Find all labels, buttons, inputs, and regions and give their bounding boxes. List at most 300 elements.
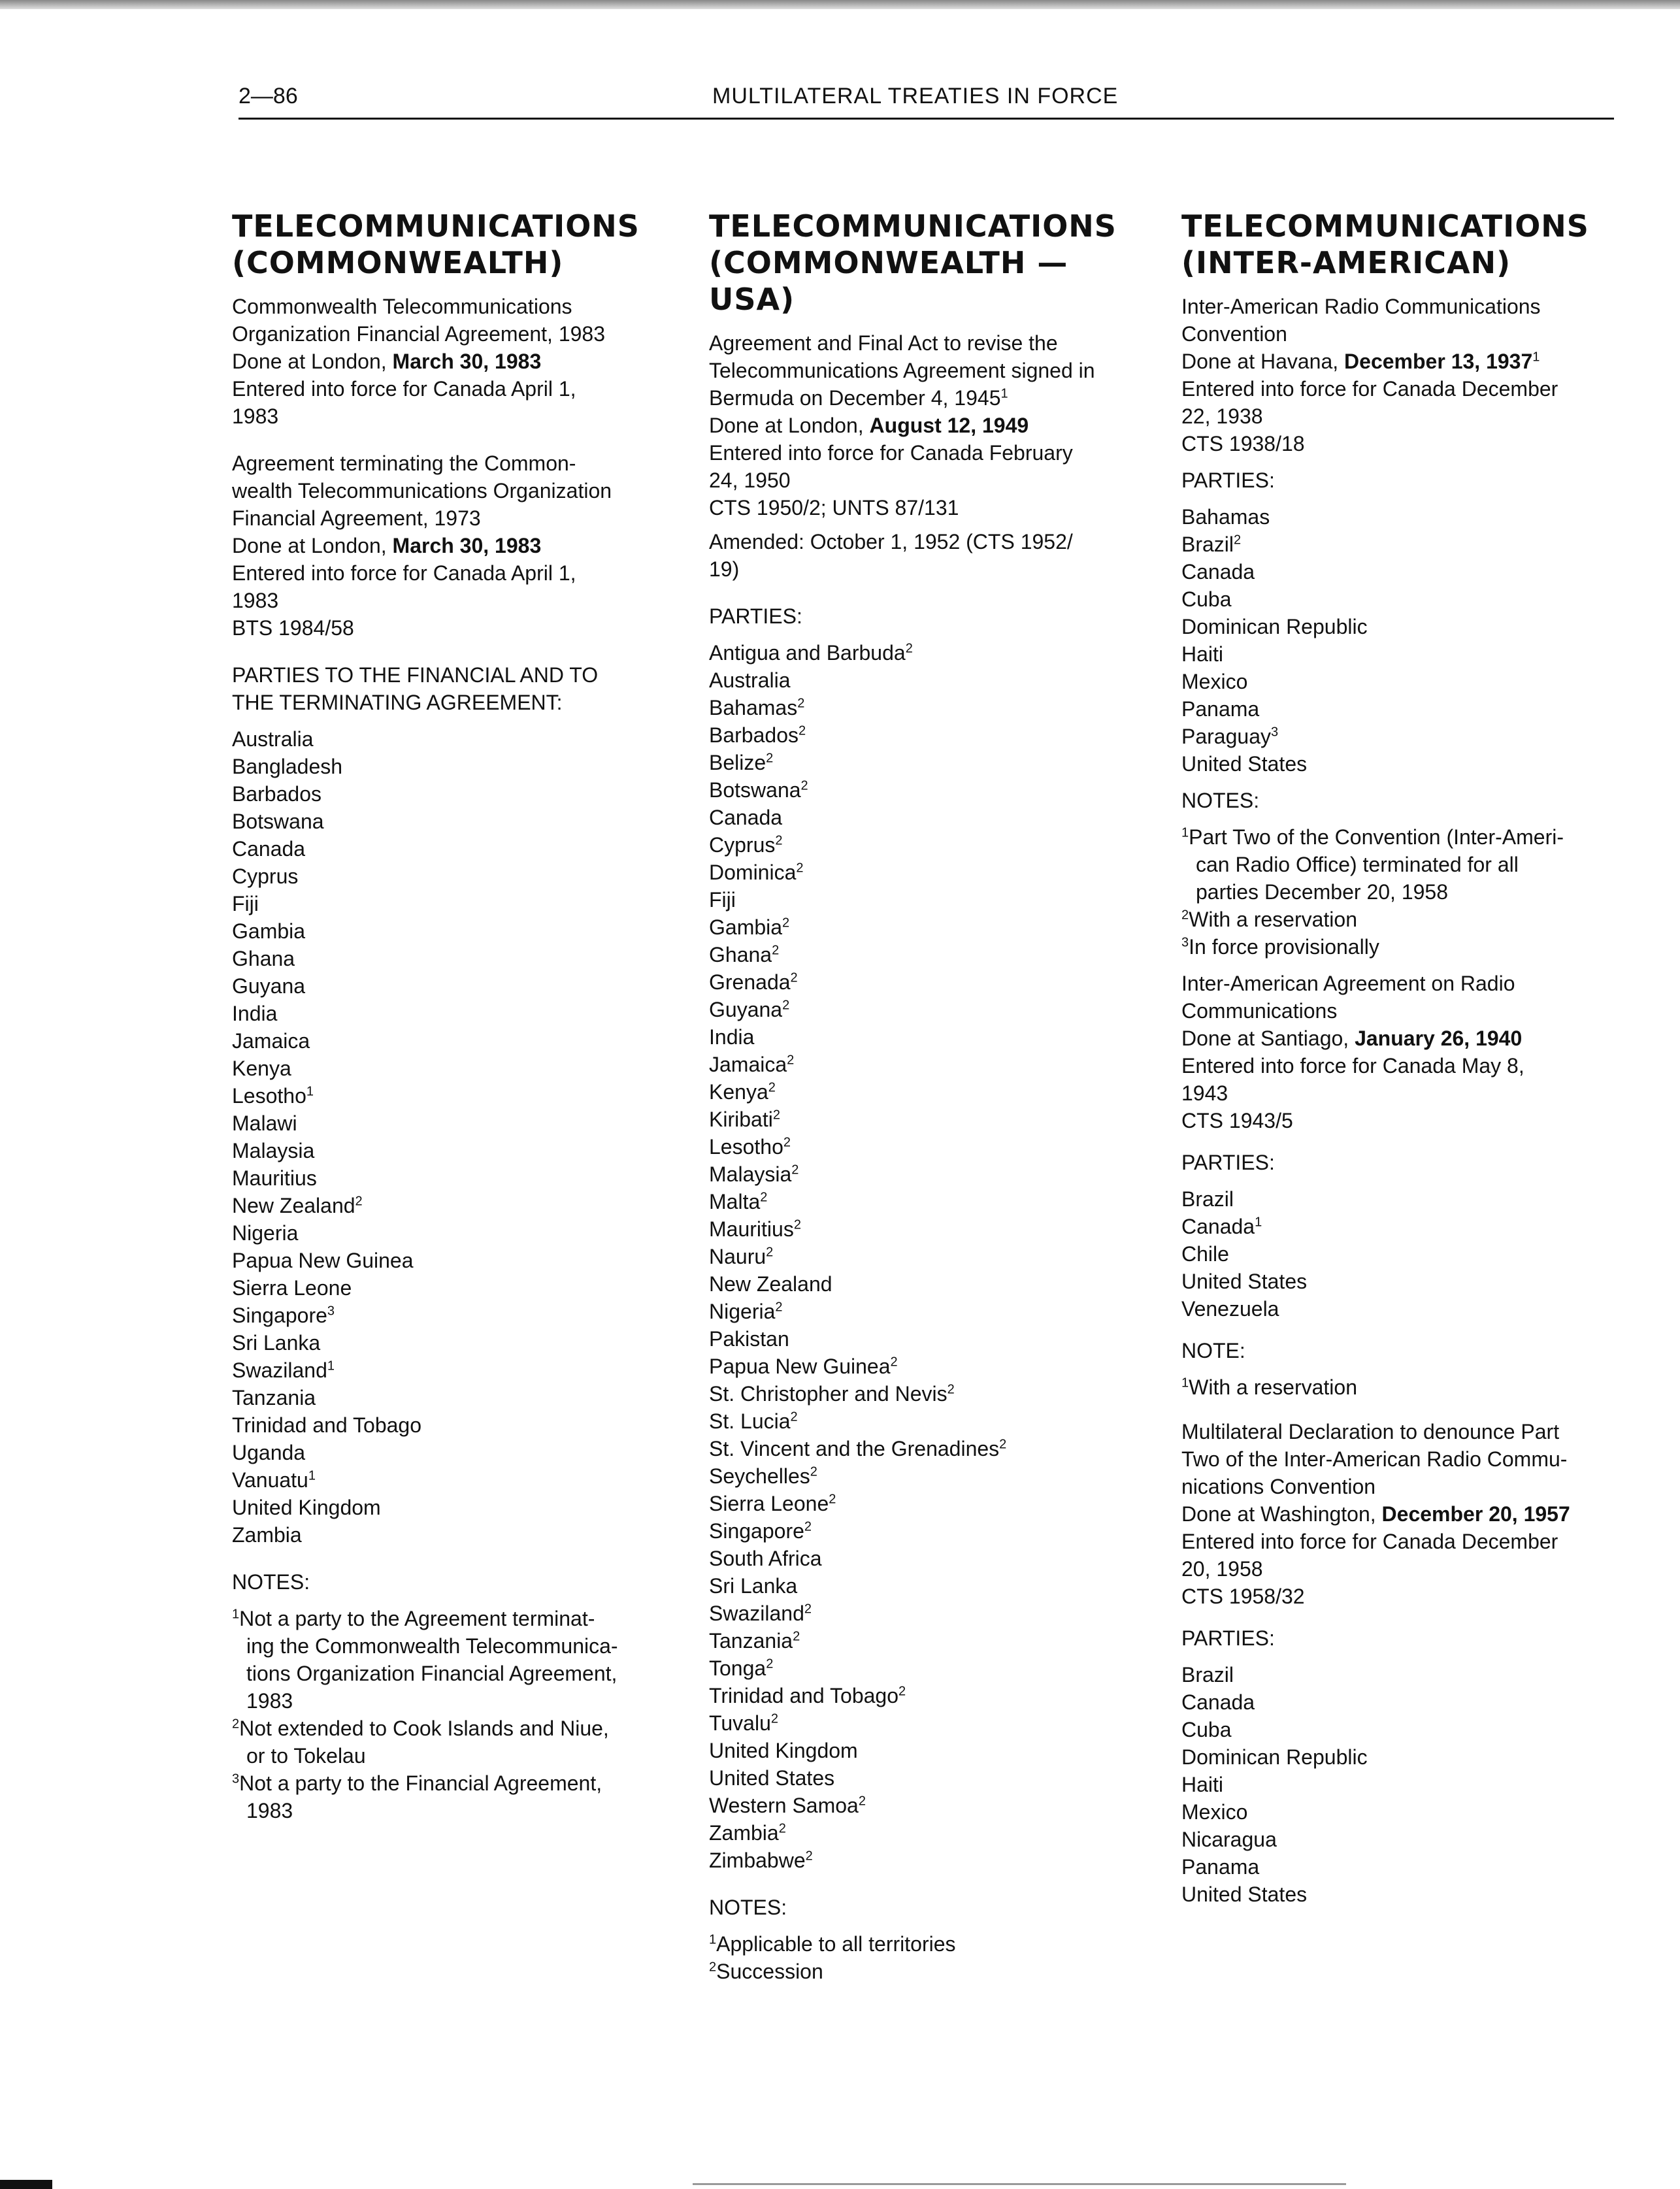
footnote-marker: 3 [1270,725,1279,740]
party-name: St. Lucia [709,1409,791,1433]
footnote-text: Succession [716,1960,823,1983]
footnote [709,1958,1140,1985]
party-name: Malawi [232,1111,297,1135]
party-name: Haiti [1181,642,1224,666]
party-name: Gambia [709,915,783,939]
party-name: Barbados [232,782,321,806]
party-name: New Zealand [709,1272,832,1296]
scan-top-edge [0,0,1680,9]
footnote-marker: 1 [327,1358,335,1374]
party-name: Botswana [709,778,801,802]
party-name: St. Vincent and the Grenadines [709,1437,1000,1460]
parties-list [709,639,1140,1874]
notes-list [232,1605,663,1824]
party-name: Belize [709,751,766,774]
footnote-marker: 1 [1255,1215,1262,1230]
page-header [239,84,1614,120]
party-item [709,1243,1140,1270]
party-name: Bahamas [709,696,798,719]
party-item [709,694,1140,721]
party-item [1181,1295,1626,1323]
party-item [709,1627,1140,1654]
footnote-marker: 2 [800,778,808,793]
party-name: Canada [1181,1690,1255,1714]
column-inter-american [1181,208,1626,1928]
footnote-marker: 2 [766,1656,774,1671]
party-name: Tonga [709,1656,766,1680]
party-item [709,941,1140,968]
party-item [1181,668,1626,695]
party-name: Dominican Republic [1181,1745,1368,1769]
party-item [1181,640,1626,668]
footnote-text: parties December 20, 1958 [1196,880,1448,904]
party-name: Kenya [232,1057,291,1080]
footnote-marker: 2 [766,1245,774,1260]
party-item [1181,585,1626,613]
party-name: Singapore [709,1519,804,1543]
party-item [709,1160,1140,1188]
party-item [709,1023,1140,1051]
party-name: Pakistan [709,1327,789,1351]
footnote-marker: 2 [858,1794,866,1809]
column-commonwealth [232,208,663,1824]
notes-label: NOTES: [232,1570,310,1594]
party-item [709,667,1140,694]
party-item [232,917,663,945]
party-name: Guyana [232,974,306,998]
footnote-marker: 2 [766,751,774,766]
party-item [709,1051,1140,1078]
footnote-marker: 2 [829,1492,836,1507]
party-item [709,776,1140,804]
party-name: Barbados [709,723,799,747]
party-name: Dominican Republic [1181,615,1368,638]
party-item [232,1466,663,1494]
party-item [709,1572,1140,1600]
party-item [709,1106,1140,1133]
party-name: South Africa [709,1547,822,1570]
footnote [1181,906,1626,933]
footnote-marker: 2 [793,1629,800,1644]
party-name: Australia [709,668,791,692]
party-name: Tanzania [232,1386,316,1409]
footnote-marker: 2 [768,1080,776,1095]
footnote-text: In force provisionally [1189,935,1379,959]
party-item [709,721,1140,749]
footnote-marker: 2 [787,1053,795,1068]
party-name: Papua New Guinea [232,1249,414,1272]
party-item [232,1000,663,1027]
party-name: Jamaica [232,1029,310,1053]
footnote-marker: 2 [947,1382,955,1397]
party-item [232,1329,663,1357]
party-item [232,1110,663,1137]
footnote-text: can Radio Office) terminated for all [1196,853,1519,876]
footnote-marker: 3 [1181,935,1189,950]
party-name: Brazil [1181,533,1234,556]
party-item [1181,1881,1626,1908]
party-name: United States [1181,1270,1308,1293]
scan-corner-mark [0,2180,52,2189]
footnote-marker: 2 [790,1409,798,1424]
declaration-washington: Multilateral Declaration to denounce Part Two of the Inter-American Radio Commu- nications Convention Done at Washington, December 20, 1957 Entered into force for Canada December 20, 1958 CTS 1958/32 [1181,1418,1626,1610]
party-name: Cyprus [232,864,299,888]
party-item [232,1411,663,1439]
party-name: Trinidad and Tobago [232,1413,421,1437]
parties-label: PARTIES: [1181,1626,1275,1650]
notes-label: NOTE: [1181,1339,1245,1362]
party-item [709,1435,1140,1462]
footnote-marker: 2 [797,696,805,711]
party-item [709,1133,1140,1160]
party-name: India [232,1002,278,1025]
party-name: Nigeria [709,1300,776,1323]
party-name: Mauritius [232,1166,317,1190]
notes-list [709,1930,1140,1985]
party-item [232,1192,663,1219]
party-item [709,1737,1140,1764]
party-item [1181,1185,1626,1213]
footnote-marker: 2 [782,998,790,1013]
party-item [1181,1688,1626,1716]
party-name: Singapore [232,1304,327,1327]
party-item [232,863,663,890]
scan-bottom-edge [693,2183,1346,2185]
party-item [1181,723,1626,750]
footnote-marker: 2 [772,1108,780,1123]
party-name: Chile [1181,1242,1229,1266]
party-name: Lesotho [709,1135,783,1159]
done-at: Done at London, August 12, 1949 [709,414,1029,437]
party-item [709,996,1140,1023]
party-item [709,804,1140,831]
party-item [1181,531,1626,558]
party-name: Sierra Leone [709,1492,829,1515]
footnote-marker: 2 [770,1711,778,1726]
party-name: Brazil [1181,1187,1234,1211]
footnote-marker: 2 [999,1437,1007,1452]
party-item [1181,695,1626,723]
party-name: Ghana [232,947,295,970]
party-item [232,753,663,780]
footnote-text: ing the Commonwealth Telecommunica- [246,1634,618,1658]
agreement-havana: Inter-American Radio Communications Convention Done at Havana, December 13, 1937$^1$ Entered into force for Canada December 22, 1938 CTS 1938/18 [1181,293,1626,457]
party-item [232,1082,663,1110]
party-item [709,749,1140,776]
party-name: Zimbabwe [709,1849,806,1872]
party-name: Kiribati [709,1108,773,1131]
party-name: Haiti [1181,1773,1224,1796]
party-item [232,945,663,972]
party-name: Antigua and Barbuda [709,641,906,665]
footnote-text: Not a party to the Financial Agreement, [239,1771,602,1795]
column-commonwealth-usa [709,208,1140,1985]
party-item [709,831,1140,859]
party-item [232,1027,663,1055]
party-name: Dominica [709,861,797,884]
footnote-text: Part Two of the Convention (Inter-Ameri- [1189,825,1564,849]
party-name: Uganda [232,1441,306,1464]
party-item [709,1490,1140,1517]
footnote-marker: 2 [890,1355,898,1370]
footnote-text: 1983 [246,1689,293,1713]
party-item [232,890,663,917]
party-item [709,1819,1140,1847]
section-title: TELECOMMUNICATIONS (INTER-AMERICAN) [1181,208,1589,280]
footnote-marker: 1 [709,1932,717,1947]
party-item [709,1407,1140,1435]
footnote [709,1930,1140,1958]
footnote [1181,823,1626,906]
party-name: United States [709,1766,835,1790]
parties-list [232,725,663,1549]
footnote-marker: 3 [232,1771,240,1786]
party-item [1181,1268,1626,1295]
footnote [1181,933,1626,961]
party-item [232,1302,663,1329]
footnote-marker: 2 [772,943,780,958]
party-item [1181,1853,1626,1881]
party-name: St. Christopher and Nevis [709,1382,947,1406]
party-name: United States [1181,1883,1308,1906]
party-item [1181,1743,1626,1771]
footnote-marker: 1 [1181,825,1189,840]
party-name: Bangladesh [232,755,343,778]
party-name: Nicaragua [1181,1828,1277,1851]
party-name: Swaziland [709,1602,804,1625]
party-name: Tuvalu [709,1711,771,1735]
party-item [1181,1661,1626,1688]
party-name: Canada [1181,1215,1255,1238]
party-name: Western Samoa [709,1794,859,1817]
party-name: Mauritius [709,1217,794,1241]
party-name: Venezuela [1181,1297,1279,1321]
party-item [709,1792,1140,1819]
parties-label: PARTIES: [1181,469,1275,492]
party-name: Panama [1181,697,1260,721]
party-name: Guyana [709,998,783,1021]
party-item [709,1188,1140,1215]
party-item [709,639,1140,667]
party-item [709,1325,1140,1353]
party-item [232,835,663,863]
party-item [709,1215,1140,1243]
party-name: Sierra Leone [232,1276,352,1300]
party-name: Papua New Guinea [709,1355,891,1378]
footnote-marker: 2 [905,641,913,656]
party-item [232,780,663,808]
party-item [709,886,1140,913]
party-item [709,1517,1140,1545]
party-name: Malaysia [232,1139,315,1162]
party-item [709,1298,1140,1325]
notes-label: NOTES: [1181,789,1260,812]
party-name: India [709,1025,755,1049]
footnote-marker: 2 [775,833,783,848]
party-name: Cuba [1181,1718,1232,1741]
party-name: Ghana [709,943,772,966]
done-at: Done at Havana, December 13, 1937$^1$ [1181,350,1540,373]
parties-list [1181,1185,1626,1323]
party-item [709,1764,1140,1792]
notes-label: NOTES: [709,1896,787,1919]
party-item [232,972,663,1000]
party-name: Fiji [232,892,259,915]
party-name: Gambia [232,919,306,943]
party-item [232,1384,663,1411]
party-item [1181,558,1626,585]
party-item [232,1439,663,1466]
party-name: Zambia [232,1523,302,1547]
party-item [1181,1771,1626,1798]
footnote-marker: 2 [804,1519,812,1534]
party-name: Paraguay [1181,725,1271,748]
footnote-marker: 2 [796,861,804,876]
party-item [1181,503,1626,531]
party-name: United States [1181,752,1308,776]
footnote-marker: 2 [1181,908,1189,923]
party-item [232,1055,663,1082]
party-item [232,725,663,753]
footnote-text: or to Tokelau [246,1744,366,1768]
footnote-text: Not extended to Cook Islands and Niue, [239,1717,609,1740]
footnote-marker: 2 [810,1464,817,1479]
footnote-marker: 2 [793,1217,801,1232]
party-name: Lesotho [232,1084,306,1108]
party-item [232,1357,663,1384]
footnote-marker: 2 [1234,533,1242,548]
footnote-text: tions Organization Financial Agreement, [246,1662,618,1685]
section-title: TELECOMMUNICATIONS (COMMONWEALTH — USA) [709,208,1117,317]
party-item [232,1521,663,1549]
footnote-marker: 2 [232,1717,240,1732]
footnote-marker: 2 [778,1821,786,1836]
party-item [709,1270,1140,1298]
party-name: Mexico [1181,670,1248,693]
party-name: United Kingdom [709,1739,858,1762]
footnote-marker: 3 [327,1304,335,1319]
party-name: Tanzania [709,1629,793,1653]
footnote [232,1605,663,1715]
footnote-text: Not a party to the Agreement terminat- [239,1607,595,1630]
footnote-text: Applicable to all territories [716,1932,956,1956]
party-item [1181,1798,1626,1826]
footnote-text: With a reservation [1189,1375,1357,1399]
party-name: Nauru [709,1245,766,1268]
footnote [232,1769,663,1824]
party-item [709,1380,1140,1407]
party-item [709,968,1140,996]
agreement-revise: Agreement and Final Act to revise the Telecommunications Agreement signed in Bermuda on December 4, 1945$^1$ Done at London, August 12, 1949 Entered into force for Canada February 24, 1950 CTS 1950/2; UNTS 87/131 Amended: October 1, 1952 (CTS 1952/ 19) [709,329,1140,583]
done-at: Done at London, March 30, 1983 [232,350,542,373]
footnote-text: With a reservation [1189,908,1357,931]
party-item [232,1494,663,1521]
footnote-marker: 2 [805,1849,813,1864]
party-name: Trinidad and Tobago [709,1684,898,1707]
party-name: Cuba [1181,587,1232,611]
party-item [709,1654,1140,1682]
party-name: Sri Lanka [709,1574,798,1598]
party-item [709,913,1140,941]
party-name: Zambia [709,1821,779,1845]
party-name: Canada [232,837,306,861]
footnote-marker: 2 [775,1300,783,1315]
party-name: Vanuatu [232,1468,308,1492]
party-item [1181,613,1626,640]
footnote-marker: 2 [760,1190,768,1205]
party-name: Malta [709,1190,761,1213]
footnote-marker: 2 [791,1162,799,1177]
party-item [709,1682,1140,1709]
party-name: Swaziland [232,1358,327,1382]
section-title: TELECOMMUNICATIONS (COMMONWEALTH) [232,208,640,280]
party-name: Canada [1181,560,1255,584]
parties-label: PARTIES TO THE FINANCIAL AND TO THE TERMINATING AGREEMENT: [232,663,599,714]
party-name: Sri Lanka [232,1331,321,1355]
party-name: Grenada [709,970,791,994]
footnote-marker: 1 [1181,1375,1189,1391]
party-name: Botswana [232,810,324,833]
party-item [232,1137,663,1164]
party-name: Nigeria [232,1221,299,1245]
party-name: Malaysia [709,1162,792,1186]
party-item [1181,1716,1626,1743]
footnote-marker: 1 [308,1468,316,1483]
party-item [709,1545,1140,1572]
party-item [232,1247,663,1274]
footnote-text: 1983 [246,1799,293,1822]
done-at: Done at Santiago, January 26, 1940 [1181,1027,1523,1050]
notes-list [1181,823,1626,961]
footnote [232,1715,663,1769]
party-name: New Zealand [232,1194,355,1217]
party-item [1181,750,1626,778]
party-name: Australia [232,727,314,751]
party-name: Seychelles [709,1464,810,1488]
notes-list [1181,1374,1626,1401]
page-number: 2—86 [239,84,298,108]
party-name: Mexico [1181,1800,1248,1824]
agreement-terminating: Agreement terminating the Common- wealth Telecommunications Organization Financial Agreement, 1973 Done at London, March 30, 1983 Entered into force for Canada April 1, 1983 BTS 1984/58 [232,450,663,642]
party-name: Fiji [709,888,736,912]
footnote-marker: 2 [804,1602,812,1617]
party-item [232,1219,663,1247]
party-name: United Kingdom [232,1496,381,1519]
footnote-marker: 2 [783,1135,791,1150]
party-item [709,1462,1140,1490]
footnote-marker: 1 [306,1084,314,1099]
party-item [709,1600,1140,1627]
footnote-marker: 2 [798,723,806,738]
party-name: Bahamas [1181,505,1270,529]
party-item [709,1078,1140,1106]
done-at: Done at London, March 30, 1983 [232,534,542,557]
footnote-marker: 2 [709,1960,717,1975]
agreement-financial: Commonwealth Telecommunications Organization Financial Agreement, 1983 Done at London, March 30, 1983 Entered into force for Canada April 1, 1983 [232,293,663,430]
footnote-marker: 2 [898,1684,906,1699]
footnote [1181,1374,1626,1401]
party-item [1181,1240,1626,1268]
agreement-santiago: Inter-American Agreement on Radio Communications Done at Santiago, January 26, 1940 Entered into force for Canada May 8, 1943 CTS 1943/5 [1181,970,1626,1134]
party-name: Kenya [709,1080,768,1104]
done-at: Done at Washington, December 20, 1957 [1181,1502,1570,1526]
parties-list [1181,503,1626,778]
footnote-marker: 1 [232,1607,240,1622]
party-name: Jamaica [709,1053,787,1076]
party-item [1181,1213,1626,1240]
party-item [232,808,663,835]
party-item [709,1353,1140,1380]
